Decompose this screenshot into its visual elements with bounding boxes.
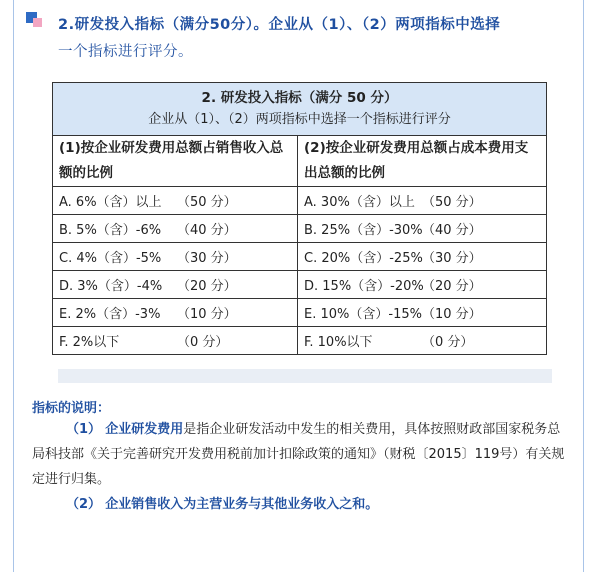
table-row	[53, 243, 547, 271]
table-cell	[53, 187, 298, 215]
note-1-term: 企业研发费用	[105, 422, 184, 437]
grade-score: （20 分）	[422, 279, 482, 294]
table-cell	[298, 215, 547, 243]
grade-score: （10 分）	[177, 307, 237, 322]
grade-score: （50 分）	[177, 195, 237, 210]
grade-score: （30 分）	[177, 251, 237, 266]
note-paragraph-1	[32, 417, 572, 492]
grade-range: B. 25%（含）-30%	[304, 223, 423, 238]
table-cell	[298, 187, 547, 215]
grade-range: E. 2%（含）-3%	[59, 307, 161, 322]
note-paragraph-2	[32, 492, 572, 517]
table-row	[53, 187, 547, 215]
table-cell	[298, 271, 547, 299]
grade-range: C. 4%（含）-5%	[59, 251, 162, 266]
grade-range: D. 15%（含）-20%	[304, 279, 424, 294]
grade-range: C. 20%（含）-25%	[304, 251, 423, 266]
table-row	[53, 327, 547, 355]
squares-bullet-icon	[26, 12, 44, 28]
grade-score: （20 分）	[177, 279, 237, 294]
note-2-number: （2）	[66, 497, 102, 512]
table-title: 2. 研发投入指标（满分 50 分）	[201, 90, 398, 106]
table-row	[53, 215, 547, 243]
grade-range: B. 5%（含）-6%	[59, 223, 162, 238]
table-cell	[53, 215, 298, 243]
table-title-cell	[53, 83, 547, 136]
table-row	[53, 271, 547, 299]
table-shadow	[58, 369, 552, 383]
table-subtitle: 企业从（1）、（2）两项指标中选择一个指标进行评分	[148, 112, 451, 127]
grade-score: （10 分）	[422, 307, 482, 322]
grade-range: A. 30%（含）以上	[304, 195, 415, 210]
table-cell	[53, 327, 298, 355]
grade-score: （0 分）	[177, 335, 229, 350]
grade-range: D. 3%（含）-4%	[59, 279, 163, 294]
right-border-line	[583, 0, 584, 572]
table-cell	[298, 299, 547, 327]
grade-range: A. 6%（含）以上	[59, 195, 162, 210]
notes-title: 指标的说明：	[32, 401, 111, 416]
table-cell	[298, 243, 547, 271]
grade-score: （40 分）	[177, 223, 237, 238]
table-row	[53, 299, 547, 327]
table-cell	[298, 327, 547, 355]
grade-score: （40 分）	[422, 223, 482, 238]
heading-line-1: 2.研发投入指标（满分50分）。企业从（1）、（2）两项指标中选择	[58, 17, 501, 33]
grade-score: （30 分）	[422, 251, 482, 266]
column-header-cost-ratio: (2)按企业研发费用总额占成本费用支出总额的比例	[298, 136, 547, 187]
note-1-number: （1）	[66, 422, 102, 437]
grade-score: （50 分）	[422, 195, 482, 210]
grade-range: F. 10%以下	[304, 335, 373, 350]
note-1-text: 是指企业研发活动中发生的相关费用，具体按照财政部国家税务总局科技部《关于完善研究开发费用税前加计扣除政策的通知》（财税〔2015〕119号）有关规定进行归集。	[32, 422, 565, 487]
table-cell	[53, 243, 298, 271]
table-cell	[53, 271, 298, 299]
grade-range: F. 2%以下	[59, 335, 120, 350]
column-header-sales-ratio: (1)按企业研发费用总额占销售收入总额的比例	[53, 136, 298, 187]
left-border-line	[13, 0, 14, 572]
table-cell	[53, 299, 298, 327]
note-2-text: 企业销售收入为主营业务与其他业务收入之和。	[105, 497, 379, 512]
grade-range: E. 10%（含）-15%	[304, 307, 422, 322]
rd-investment-table	[52, 82, 547, 355]
heading-line-2: 一个指标进行评分。	[58, 44, 193, 60]
grade-score: （0 分）	[422, 335, 474, 350]
